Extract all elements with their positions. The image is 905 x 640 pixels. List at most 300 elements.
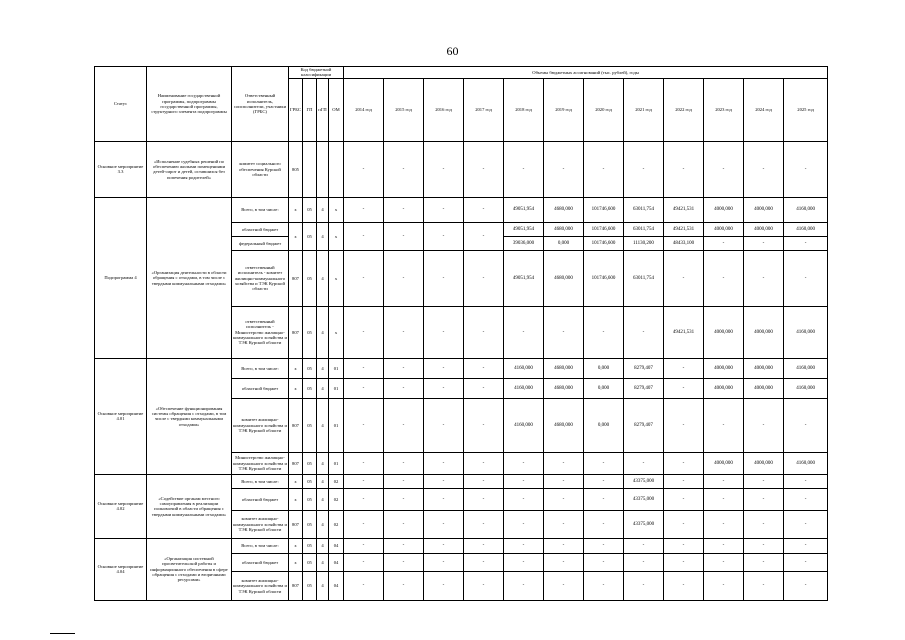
row-value: 0,000 <box>584 398 624 452</box>
row-value: - <box>784 488 828 510</box>
row-value: - <box>704 236 744 250</box>
table-row <box>95 197 828 222</box>
header-year-0: 2014 год <box>344 78 384 141</box>
row-code: 04 <box>329 571 344 600</box>
header-code-0: ГРБС <box>289 78 303 141</box>
row-code: 05 <box>303 250 317 306</box>
row-value: 4000,000 <box>704 222 744 236</box>
row-value: - <box>624 571 664 600</box>
row-value: 49421,531 <box>664 197 704 222</box>
row-value: - <box>464 488 504 510</box>
row-status: Основное мероприятие 4.01 <box>95 358 147 474</box>
row-code: 05 <box>303 358 317 378</box>
row-value: - <box>344 358 384 378</box>
row-value: 8279,407 <box>624 398 664 452</box>
row-value: 39036,000 <box>504 236 544 250</box>
row-value: - <box>384 452 424 474</box>
row-code: 4 <box>317 571 329 600</box>
row-code: 05 <box>303 571 317 600</box>
row-value: 4000,000 <box>704 452 744 474</box>
header-year-9: 2023 год <box>704 78 744 141</box>
row-value: 4000,000 <box>704 378 744 398</box>
header-year-6: 2020 год <box>584 78 624 141</box>
row-value: 0,000 <box>584 378 624 398</box>
row-code: 4 <box>317 398 329 452</box>
row-value: 49051,954 <box>504 222 544 236</box>
header-year-4: 2018 год <box>504 78 544 141</box>
row-executor: областной бюджет <box>232 378 289 398</box>
row-value: - <box>344 378 384 398</box>
row-value: - <box>384 571 424 600</box>
row-value: 101746,600 <box>584 222 624 236</box>
row-value: - <box>704 398 744 452</box>
row-code: 05 <box>303 222 317 250</box>
row-value: - <box>744 571 784 600</box>
row-value: 8279,407 <box>624 358 664 378</box>
row-value: 4160,000 <box>784 452 828 474</box>
row-value: 11130,200 <box>624 236 664 250</box>
row-value: - <box>464 358 504 378</box>
row-value: - <box>344 306 384 358</box>
row-code: 807 <box>289 398 303 452</box>
row-value: - <box>384 197 424 222</box>
page-edge-line <box>50 633 75 634</box>
row-code: 04 <box>329 538 344 553</box>
row-value: 49421,531 <box>664 222 704 236</box>
row-code: 05 <box>303 538 317 553</box>
row-value: - <box>384 250 424 306</box>
row-value: - <box>504 474 544 488</box>
row-code: 807 <box>289 571 303 600</box>
row-code: 05 <box>303 378 317 398</box>
row-code: 05 <box>303 197 317 222</box>
header-year-8: 2022 год <box>664 78 704 141</box>
row-value: - <box>744 250 784 306</box>
table-row <box>95 358 828 378</box>
row-value: 49051,954 <box>504 250 544 306</box>
row-value: - <box>584 452 624 474</box>
row-name: «Содействие органам местного самоуправления в реализации полномочий в области обращения с твердыми коммунальными отходами» <box>147 474 232 538</box>
row-code: 4 <box>317 306 329 358</box>
table-row <box>95 474 828 488</box>
row-value: - <box>424 553 464 571</box>
table-header <box>95 67 828 142</box>
row-value: - <box>464 452 504 474</box>
row-value: - <box>664 398 704 452</box>
row-code <box>317 141 329 197</box>
row-code: 4 <box>317 488 329 510</box>
row-value: - <box>424 398 464 452</box>
row-code: 4 <box>317 378 329 398</box>
row-value: 4160,000 <box>784 306 828 358</box>
header-executor: Ответственный исполнитель, соисполнители, участники (ГРБС) <box>232 67 289 142</box>
row-value: - <box>704 141 744 197</box>
row-value: - <box>784 236 828 250</box>
row-value: - <box>384 141 424 197</box>
row-value: 49051,954 <box>504 197 544 222</box>
row-value: - <box>544 538 584 553</box>
row-value: - <box>384 488 424 510</box>
row-value: 4000,000 <box>744 452 784 474</box>
row-code: x <box>289 358 303 378</box>
header-code-group: Код бюджетной классификации <box>289 67 344 79</box>
row-value: 63011,754 <box>624 250 664 306</box>
row-value: - <box>424 452 464 474</box>
table-row <box>95 538 828 553</box>
row-value: - <box>424 571 464 600</box>
row-status: Основное мероприятие 4.02 <box>95 474 147 538</box>
row-value: - <box>784 538 828 553</box>
row-code: 02 <box>329 510 344 538</box>
row-name: «Обеспечение функционирования системы обращения с отходами, в том числе с твердыми коммунальными отходами» <box>147 358 232 474</box>
row-value: - <box>704 553 744 571</box>
row-value: - <box>344 398 384 452</box>
row-value: 8279,407 <box>624 378 664 398</box>
row-value: - <box>344 250 384 306</box>
row-value: - <box>544 553 584 571</box>
row-executor: областной бюджет <box>232 488 289 510</box>
row-value: - <box>344 197 384 222</box>
row-value: - <box>464 378 504 398</box>
row-code: 05 <box>303 510 317 538</box>
header-code-3: ОМ <box>329 78 344 141</box>
row-executor: комитет жилищно-коммунального хозяйства и ТЭК Курской области <box>232 510 289 538</box>
row-value: - <box>344 553 384 571</box>
row-code: 01 <box>329 398 344 452</box>
row-value: - <box>584 306 624 358</box>
row-value: - <box>384 510 424 538</box>
row-code: 01 <box>329 358 344 378</box>
row-status: Основное мероприятие 3.3 <box>95 141 147 197</box>
row-value: - <box>704 250 744 306</box>
row-value: - <box>424 378 464 398</box>
table-row <box>95 141 828 197</box>
row-code: 04 <box>329 553 344 571</box>
row-value: - <box>744 538 784 553</box>
row-value: - <box>344 571 384 600</box>
row-value: 4000,000 <box>744 197 784 222</box>
header-year-10: 2024 год <box>744 78 784 141</box>
row-name: «Исполнение судебных решений по обеспечению жилыми помещениями детей-сирот и детей, оставшихся без попечения родителей» <box>147 141 232 197</box>
row-code: 02 <box>329 488 344 510</box>
budget-table <box>94 66 828 601</box>
row-value: - <box>424 250 464 306</box>
row-value: - <box>784 250 828 306</box>
row-value: 101746,600 <box>584 250 624 306</box>
header-year-2: 2016 год <box>424 78 464 141</box>
row-status: Подпрограмма 4 <box>95 197 147 358</box>
row-code: 4 <box>317 358 329 378</box>
row-executor: Министерство жилищно-коммунального хозяйства и ТЭК Курской области <box>232 452 289 474</box>
row-executor: Всего, в том числе: <box>232 197 289 222</box>
row-value: - <box>424 306 464 358</box>
header-name: Наименование государственной программы, подпрограммы государственной программы, структурного элемента подпрограммы <box>147 67 232 142</box>
row-value: 4680,000 <box>544 250 584 306</box>
row-value: - <box>584 474 624 488</box>
row-value: 4160,000 <box>504 398 544 452</box>
row-executor: комитет жилищно-коммунального хозяйства и ТЭК Курской области <box>232 398 289 452</box>
row-value: - <box>344 538 384 553</box>
row-value: - <box>344 222 384 250</box>
row-executor: Всего, в том числе: <box>232 358 289 378</box>
row-value: - <box>464 538 504 553</box>
row-value: 4160,000 <box>504 378 544 398</box>
row-code: x <box>289 553 303 571</box>
row-value: - <box>424 197 464 222</box>
row-value: 4000,000 <box>744 222 784 236</box>
row-value: 4680,000 <box>544 358 584 378</box>
row-code: 807 <box>289 306 303 358</box>
row-value: - <box>424 358 464 378</box>
row-executor: федеральный бюджет <box>232 236 289 250</box>
header-status: Статус <box>95 67 147 142</box>
row-value: - <box>624 538 664 553</box>
row-code: 4 <box>317 553 329 571</box>
row-value: - <box>624 306 664 358</box>
row-value: - <box>344 452 384 474</box>
row-code: x <box>289 222 303 250</box>
row-code: 05 <box>303 488 317 510</box>
row-value: - <box>544 474 584 488</box>
row-value: - <box>704 474 744 488</box>
row-value: 101746,600 <box>584 236 624 250</box>
row-value: - <box>424 474 464 488</box>
row-code <box>303 141 317 197</box>
row-value: - <box>784 553 828 571</box>
row-value: - <box>384 306 424 358</box>
row-value: - <box>384 553 424 571</box>
row-value: - <box>464 222 504 250</box>
row-code: 807 <box>289 510 303 538</box>
row-value: - <box>344 510 384 538</box>
row-value: 4000,000 <box>704 197 744 222</box>
row-value: - <box>744 141 784 197</box>
row-code: x <box>289 538 303 553</box>
row-value: - <box>624 141 664 197</box>
row-value: - <box>544 571 584 600</box>
row-value: - <box>664 378 704 398</box>
row-value: - <box>464 197 504 222</box>
row-name: «Организация системной просветительской работы и информационного обеспечения в сфере обращения с отходами и вторичными ресурсами» <box>147 538 232 600</box>
row-value: - <box>424 538 464 553</box>
row-value: - <box>464 474 504 488</box>
row-code: 807 <box>289 250 303 306</box>
row-value: - <box>424 510 464 538</box>
row-value: - <box>464 398 504 452</box>
row-value: 4160,000 <box>784 197 828 222</box>
row-value: - <box>664 358 704 378</box>
row-value: - <box>744 398 784 452</box>
row-executor: ответственный исполнитель - Министерство жилищно-коммунального хозяйства и ТЭК Курской области <box>232 306 289 358</box>
row-value: 0,000 <box>544 236 584 250</box>
row-value: - <box>744 236 784 250</box>
row-value: 101746,600 <box>584 197 624 222</box>
row-value: 63011,754 <box>624 222 664 236</box>
row-value: - <box>384 378 424 398</box>
row-value: - <box>384 398 424 452</box>
row-value: - <box>744 474 784 488</box>
row-code: 05 <box>303 474 317 488</box>
row-value: 4160,000 <box>784 222 828 236</box>
row-value: - <box>504 538 544 553</box>
row-code: 4 <box>317 510 329 538</box>
row-value: - <box>464 553 504 571</box>
row-value: 43375,000 <box>624 488 664 510</box>
row-executor: ответственный исполнитель - комитет жилищно-коммунального хозяйства и ТЭК Курской области <box>232 250 289 306</box>
row-code: 807 <box>289 452 303 474</box>
header-code-1: ГП <box>303 78 317 141</box>
header-year-7: 2021 год <box>624 78 664 141</box>
row-code: 805 <box>289 141 303 197</box>
row-value: - <box>504 306 544 358</box>
row-value: - <box>544 141 584 197</box>
row-code: 4 <box>317 452 329 474</box>
row-value: - <box>784 141 828 197</box>
row-executor: комитет жилищно-коммунального хозяйства и ТЭК Курской области <box>232 571 289 600</box>
row-value: 4680,000 <box>544 197 584 222</box>
row-value: - <box>464 306 504 358</box>
row-value: - <box>744 553 784 571</box>
row-code <box>329 141 344 197</box>
header-year-5: 2019 год <box>544 78 584 141</box>
row-code: 05 <box>303 553 317 571</box>
row-value: - <box>584 141 624 197</box>
row-value: 4000,000 <box>744 358 784 378</box>
row-value: - <box>784 474 828 488</box>
row-code: x <box>329 197 344 222</box>
row-value: - <box>344 488 384 510</box>
row-value: 4000,000 <box>744 306 784 358</box>
row-code: x <box>289 197 303 222</box>
row-value: 4160,000 <box>784 358 828 378</box>
row-value: - <box>344 141 384 197</box>
row-value: - <box>464 250 504 306</box>
row-value: 43375,000 <box>624 474 664 488</box>
row-value: - <box>424 222 464 250</box>
row-code: 4 <box>317 222 329 250</box>
row-value: 4160,000 <box>504 358 544 378</box>
row-code: 01 <box>329 378 344 398</box>
row-value: - <box>424 488 464 510</box>
row-executor: Всего, в том числе: <box>232 538 289 553</box>
row-value: - <box>464 141 504 197</box>
row-value: - <box>344 474 384 488</box>
row-value: - <box>544 306 584 358</box>
row-value: - <box>624 452 664 474</box>
row-code: x <box>329 222 344 250</box>
row-code: x <box>329 306 344 358</box>
row-value: - <box>424 141 464 197</box>
row-value: - <box>504 141 544 197</box>
row-name: «Организация деятельности в области обращения с отходами, в том числе с твердыми коммунальными отходами» <box>147 197 232 358</box>
row-value: - <box>664 553 704 571</box>
row-code: 05 <box>303 452 317 474</box>
row-value: - <box>784 571 828 600</box>
row-value: 4680,000 <box>544 378 584 398</box>
row-value: 49421,531 <box>664 306 704 358</box>
header-code-2: пГП <box>317 78 329 141</box>
row-value: 4680,000 <box>544 398 584 452</box>
row-value: - <box>384 222 424 250</box>
row-value: - <box>504 452 544 474</box>
row-code: 01 <box>329 452 344 474</box>
row-value: - <box>544 510 584 538</box>
row-value: - <box>664 141 704 197</box>
header-year-1: 2015 год <box>384 78 424 141</box>
row-value: - <box>384 474 424 488</box>
row-value: - <box>664 488 704 510</box>
row-value: - <box>664 510 704 538</box>
row-executor: областной бюджет <box>232 553 289 571</box>
row-value: - <box>584 538 624 553</box>
row-value: - <box>704 571 744 600</box>
header-year-3: 2017 год <box>464 78 504 141</box>
row-value: - <box>504 571 544 600</box>
table-body <box>95 141 828 600</box>
row-value: - <box>504 553 544 571</box>
row-code: x <box>289 378 303 398</box>
row-value: - <box>584 488 624 510</box>
row-value: - <box>504 510 544 538</box>
row-executor: областной бюджет <box>232 222 289 236</box>
row-value: - <box>664 538 704 553</box>
header-year-11: 2025 год <box>784 78 828 141</box>
row-value: 4000,000 <box>744 378 784 398</box>
row-value: - <box>704 510 744 538</box>
row-value: 63011,754 <box>624 197 664 222</box>
row-value: - <box>664 571 704 600</box>
row-value: - <box>664 474 704 488</box>
row-value: 48433,100 <box>664 236 704 250</box>
row-value: - <box>504 488 544 510</box>
row-code: 05 <box>303 398 317 452</box>
row-value: 4160,000 <box>784 378 828 398</box>
row-value: 4000,000 <box>704 306 744 358</box>
row-value: - <box>664 250 704 306</box>
row-value: - <box>384 538 424 553</box>
row-value: - <box>384 358 424 378</box>
row-value: - <box>744 510 784 538</box>
row-value: - <box>544 452 584 474</box>
row-executor: Всего, в том числе: <box>232 474 289 488</box>
row-code: 05 <box>303 306 317 358</box>
row-value: - <box>624 553 664 571</box>
row-status: Основное мероприятие 4.04 <box>95 538 147 600</box>
row-value: - <box>544 488 584 510</box>
row-value: 4680,000 <box>544 222 584 236</box>
row-value: 43375,000 <box>624 510 664 538</box>
row-value: - <box>704 488 744 510</box>
row-code: x <box>329 250 344 306</box>
row-code: 4 <box>317 538 329 553</box>
row-code: x <box>289 488 303 510</box>
row-value: - <box>584 553 624 571</box>
row-value: - <box>664 452 704 474</box>
row-value: 0,000 <box>584 358 624 378</box>
row-value: - <box>704 538 744 553</box>
row-executor: комитет социального обеспечения Курской области <box>232 141 289 197</box>
row-code: x <box>289 474 303 488</box>
row-value: 4000,000 <box>704 358 744 378</box>
row-value: - <box>784 398 828 452</box>
row-code: 4 <box>317 250 329 306</box>
page-number: 60 <box>446 44 459 58</box>
row-code: 4 <box>317 197 329 222</box>
header-volumes-group: Объемы бюджетных ассигнований (тыс. рублей), годы <box>344 67 828 79</box>
row-value: - <box>584 571 624 600</box>
row-value: - <box>464 510 504 538</box>
row-value: - <box>584 510 624 538</box>
